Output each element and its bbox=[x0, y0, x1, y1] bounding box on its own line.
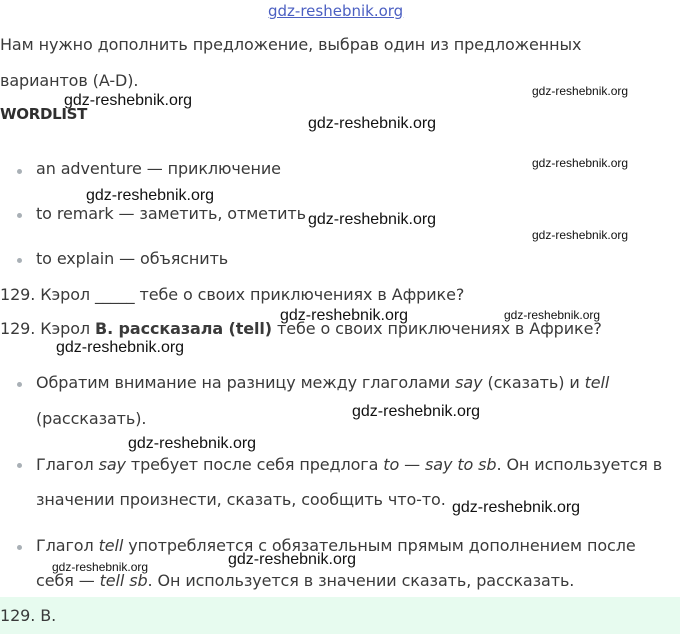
note-term: say bbox=[98, 455, 126, 474]
watermark: gdz-reshebnik.org bbox=[280, 307, 409, 324]
note-2-line-1 bbox=[36, 455, 662, 474]
watermark: gdz-reshebnik.org bbox=[56, 339, 185, 356]
answer-text: 129. B. bbox=[0, 606, 57, 625]
watermark: gdz-reshebnik.org bbox=[308, 115, 437, 132]
wordlist-heading: WORDLIST bbox=[0, 105, 88, 123]
note-text: . Он используется в bbox=[496, 455, 663, 474]
watermark: gdz-reshebnik.org bbox=[532, 228, 629, 242]
note-text: (сказать) и bbox=[482, 373, 585, 392]
watermark: gdz-reshebnik.org bbox=[504, 308, 601, 322]
bullet-dot bbox=[17, 258, 22, 263]
note-text: — bbox=[399, 455, 426, 474]
note-term: tell bbox=[98, 536, 124, 555]
note-term: say bbox=[455, 373, 483, 392]
intro-line-1: Нам нужно дополнить предложение, выбрав один из предложенных bbox=[0, 35, 582, 54]
note-text: . Он используется в значении сказать, рассказать. bbox=[147, 571, 575, 590]
note-text: Глагол bbox=[36, 455, 99, 474]
bullet-dot bbox=[17, 545, 22, 550]
wordlist-item: to remark — заметить, отметить bbox=[36, 204, 306, 223]
note-text: себя — bbox=[36, 571, 100, 590]
question-suffix: тебе о своих приключениях в Африке? bbox=[272, 319, 602, 338]
watermark: gdz-reshebnik.org bbox=[532, 156, 629, 170]
note-term: to bbox=[383, 455, 400, 474]
bullet-dot bbox=[17, 169, 22, 174]
watermark: gdz-reshebnik.org bbox=[308, 211, 437, 228]
note-term: tell bbox=[584, 373, 610, 392]
question-prompt: 129. Кэрол _____ тебе о своих приключениях в Африке? bbox=[0, 285, 465, 304]
intro-line-2: вариантов (A-D). bbox=[0, 71, 139, 90]
bullet-dot bbox=[17, 382, 22, 387]
question-prefix: 129. Кэрол bbox=[0, 319, 96, 338]
watermark: gdz-reshebnik.org bbox=[352, 403, 481, 420]
wordlist-item: to explain — объяснить bbox=[36, 249, 229, 268]
note-2-line-2: значении произнести, сказать, сообщить что-то. bbox=[36, 490, 446, 509]
note-text: требует после себя предлога bbox=[125, 455, 384, 474]
watermark: gdz-reshebnik.org bbox=[52, 560, 149, 574]
note-term: tell sb bbox=[99, 571, 148, 590]
note-1-line-1 bbox=[36, 373, 609, 392]
note-1-line-2: (рассказать). bbox=[36, 409, 147, 428]
watermark: gdz-reshebnik.org bbox=[128, 435, 257, 452]
note-text: Глагол bbox=[36, 536, 99, 555]
watermark: gdz-reshebnik.org bbox=[452, 499, 581, 516]
note-text: Обратим внимание на разницу между глаголами bbox=[36, 373, 456, 392]
watermark: gdz-reshebnik.org bbox=[532, 84, 629, 98]
watermark: gdz-reshebnik.org bbox=[64, 92, 193, 109]
note-text: употребляется с обязательным прямым дополнением после bbox=[123, 536, 636, 555]
bullet-dot bbox=[17, 213, 22, 218]
answer-bar bbox=[0, 597, 680, 634]
note-term: say to sb bbox=[425, 455, 497, 474]
bullet-dot bbox=[17, 463, 22, 468]
watermark: gdz-reshebnik.org bbox=[228, 551, 357, 568]
question-answer-bold: B. рассказала (tell) bbox=[95, 319, 273, 338]
watermark: gdz-reshebnik.org bbox=[86, 187, 215, 204]
watermark-top[interactable]: gdz-reshebnik.org bbox=[268, 2, 404, 20]
wordlist-item: an adventure — приключение bbox=[36, 159, 281, 178]
